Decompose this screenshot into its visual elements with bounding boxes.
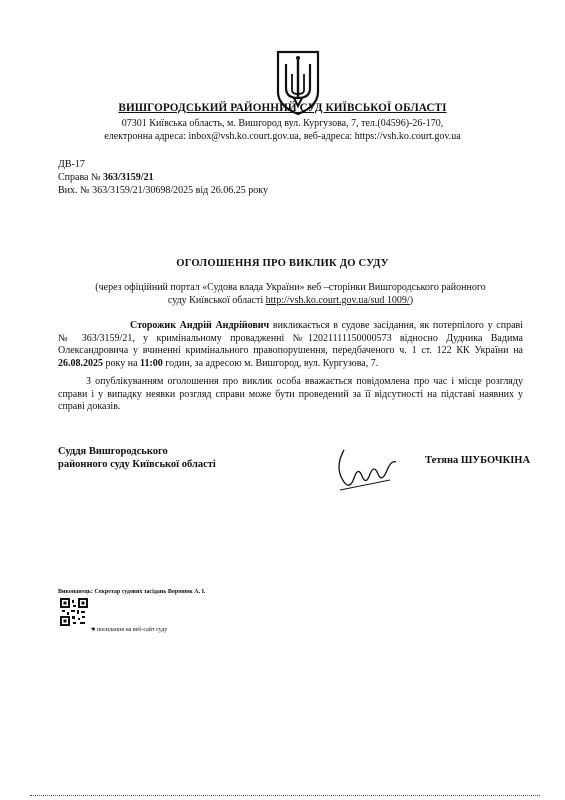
court-address: 07301 Київська область, м. Вишгород вул. Кургузова, 7, тел.(04596)-26-170, <box>121 118 444 129</box>
person-name: Сторожик Андрій Андрійович <box>130 320 270 331</box>
judge-position-line2: районного суду Київської області <box>58 459 216 470</box>
summons-text-end: годин, за адресою м. Вишгород, вул. Кургузова, 7. <box>162 357 379 369</box>
subtitle-prefix: суду Київської області <box>167 295 266 306</box>
judge-position <box>58 445 216 471</box>
notice-subtitle-line1: (через офіційний портал «Судова влада України» веб –сторінки Вишгородського районного <box>95 282 486 293</box>
executor-line: Виконавець: Секретар судових засідань Воронюк А. І. <box>58 589 206 595</box>
notice-title: ОГОЛОШЕННЯ ПРО ВИКЛИК ДО СУДУ <box>176 258 389 269</box>
form-code: ДВ-17 <box>58 159 85 170</box>
qr-code-icon[interactable] <box>60 598 88 626</box>
case-label: Справа № <box>58 172 104 183</box>
hearing-time: 11:00 <box>140 357 163 369</box>
hearing-date: 26.08.2025 <box>58 357 103 369</box>
summons-text-mid: року на <box>103 357 141 369</box>
judge-position-line1: Суддя Вишгородського <box>58 446 168 457</box>
summons-paragraph <box>58 320 523 370</box>
court-portal-link[interactable]: http://vsh.ko.court.gov.ua/sud 1009/ <box>265 295 410 306</box>
case-number-line <box>58 171 154 184</box>
outgoing-number: Вих. № 363/3159/21/30698/2025 від 26.06.25 року <box>58 185 268 196</box>
consequences-paragraph: З опублікуванням оголошення про виклик особа вважається повідомлена про час і місце розгляду справи і у випадку неявки розгляд справи може бути проведений за її відсутності на підставі наявних у справі доказів. <box>58 376 523 412</box>
pointing-hand-icon: ☚ <box>90 627 96 633</box>
qr-caption <box>90 626 167 634</box>
case-number: 363/3159/21 <box>103 172 154 183</box>
judge-name: Тетяна ШУБОЧКІНА <box>425 455 531 466</box>
qr-caption-text: посилання на веб-сайт суду <box>96 627 168 633</box>
scan-border-line <box>30 795 540 798</box>
summons-text: викликається в судове засідання, як потерпілого у справі № 363/3159/21, у кримінальному провадженні №12021111150000573 відносно Дудника Вадима Олександровича у вчиненні кримінального правопорушення, передбаченого ч. 1 ст. 122 КК України на <box>58 320 524 356</box>
court-contacts: електронна адреса: inbox@vsh.ko.court.gov.ua, веб-адреса: https://vsh.ko.court.gov.ua <box>104 131 461 142</box>
handwritten-signature <box>330 440 400 500</box>
court-name: ВИШГОРОДСЬКИЙ РАЙОННИЙ СУД КИЇВСЬКОЇ ОБЛАСТІ <box>118 102 447 114</box>
subtitle-suffix: ) <box>409 295 414 306</box>
notice-subtitle-line2 <box>58 294 523 307</box>
